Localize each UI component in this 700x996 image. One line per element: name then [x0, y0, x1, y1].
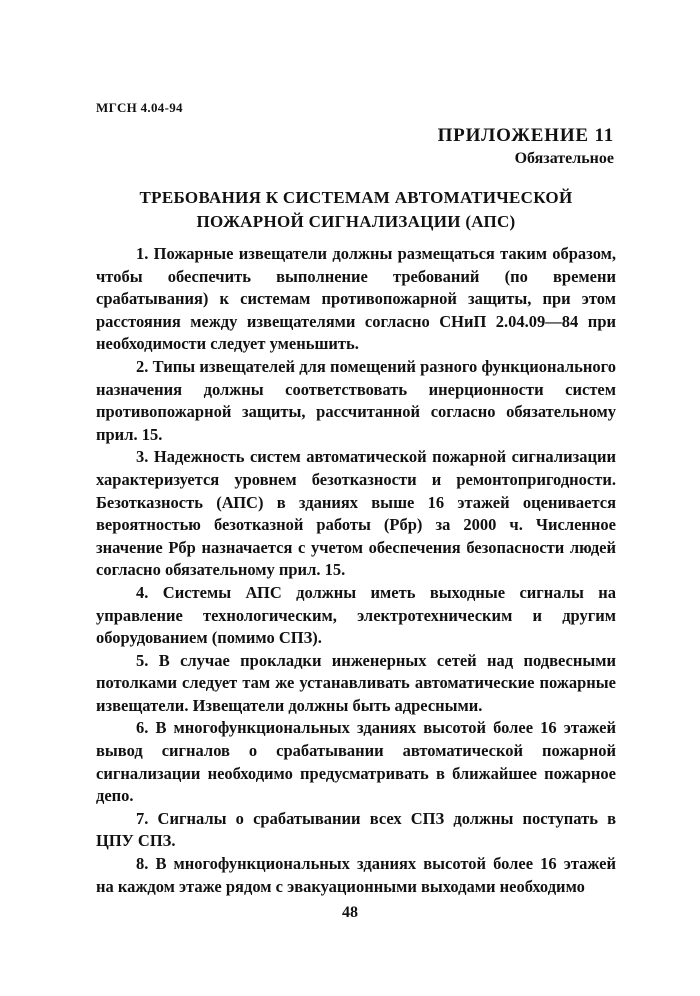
appendix-title: ПРИЛОЖЕНИЕ 11	[437, 125, 614, 146]
appendix-status: Обязательное	[514, 150, 614, 167]
section-heading-line-2: ПОЖАРНОЙ СИГНАЛИЗАЦИИ (АПС)	[196, 212, 516, 231]
section-heading-line-1: ТРЕБОВАНИЯ К СИСТЕМАМ АВТОМАТИЧЕСКОЙ	[139, 188, 573, 207]
paragraph-5: 5. В случае прокладки инженерных сетей над подвесными потолками следует там же устанавливать автоматические пожарные извещатели. Извещатели должны быть адресными.	[96, 650, 616, 715]
paragraph-3: 3. Надежность систем автоматической пожарной сигнализации характеризуется уровнем безотказности и ремонтопригодности. Безотказность (АПС) в зданиях выше 16 этажей оценивается вероятностью безотказной работы (Pбр) за 2000 ч. Численное значение Pбр назначается с учетом обеспечения безопасности людей согласно обязательному прил. 15.	[96, 447, 616, 580]
paragraph-7: 7. Сигналы о срабатывании всех СПЗ должны поступать в ЦПУ СПЗ.	[96, 808, 616, 851]
paragraph-2: 2. Типы извещателей для помещений разного функционального назначения должны соответствовать инерционности систем противопожарной защиты, рассчитанной согласно обязательному прил. 15.	[96, 356, 616, 444]
page-number: 48	[342, 904, 358, 921]
paragraph-6: 6. В многофункциональных зданиях высотой более 16 этажей вывод сигналов о срабатывании автоматической пожарной сигнализации необходимо предусматривать в ближайшее пожарное депо.	[96, 718, 616, 806]
paragraph-4: 4. Системы АПС должны иметь выходные сигналы на управление технологическим, электротехническим и другим оборудованием (помимо СПЗ).	[96, 582, 616, 648]
paragraph-1: 1. Пожарные извещатели должны размещаться таким образом, чтобы обеспечить выполнение требований (по времени срабатывания) к системам противопожарной защиты, при этом расстояния между извещателями согласно СНиП 2.04.09—84 при необходимости следует уменьшить.	[96, 244, 616, 354]
section-heading	[96, 186, 616, 234]
document-code: МГСН 4.04-94	[96, 100, 183, 115]
paragraph-8: 8. В многофункциональных зданиях высотой более 16 этажей на каждом этаже рядом с эвакуационными выходами необходимо	[96, 854, 616, 896]
appendix-block	[438, 125, 614, 168]
body-text	[96, 243, 616, 898]
